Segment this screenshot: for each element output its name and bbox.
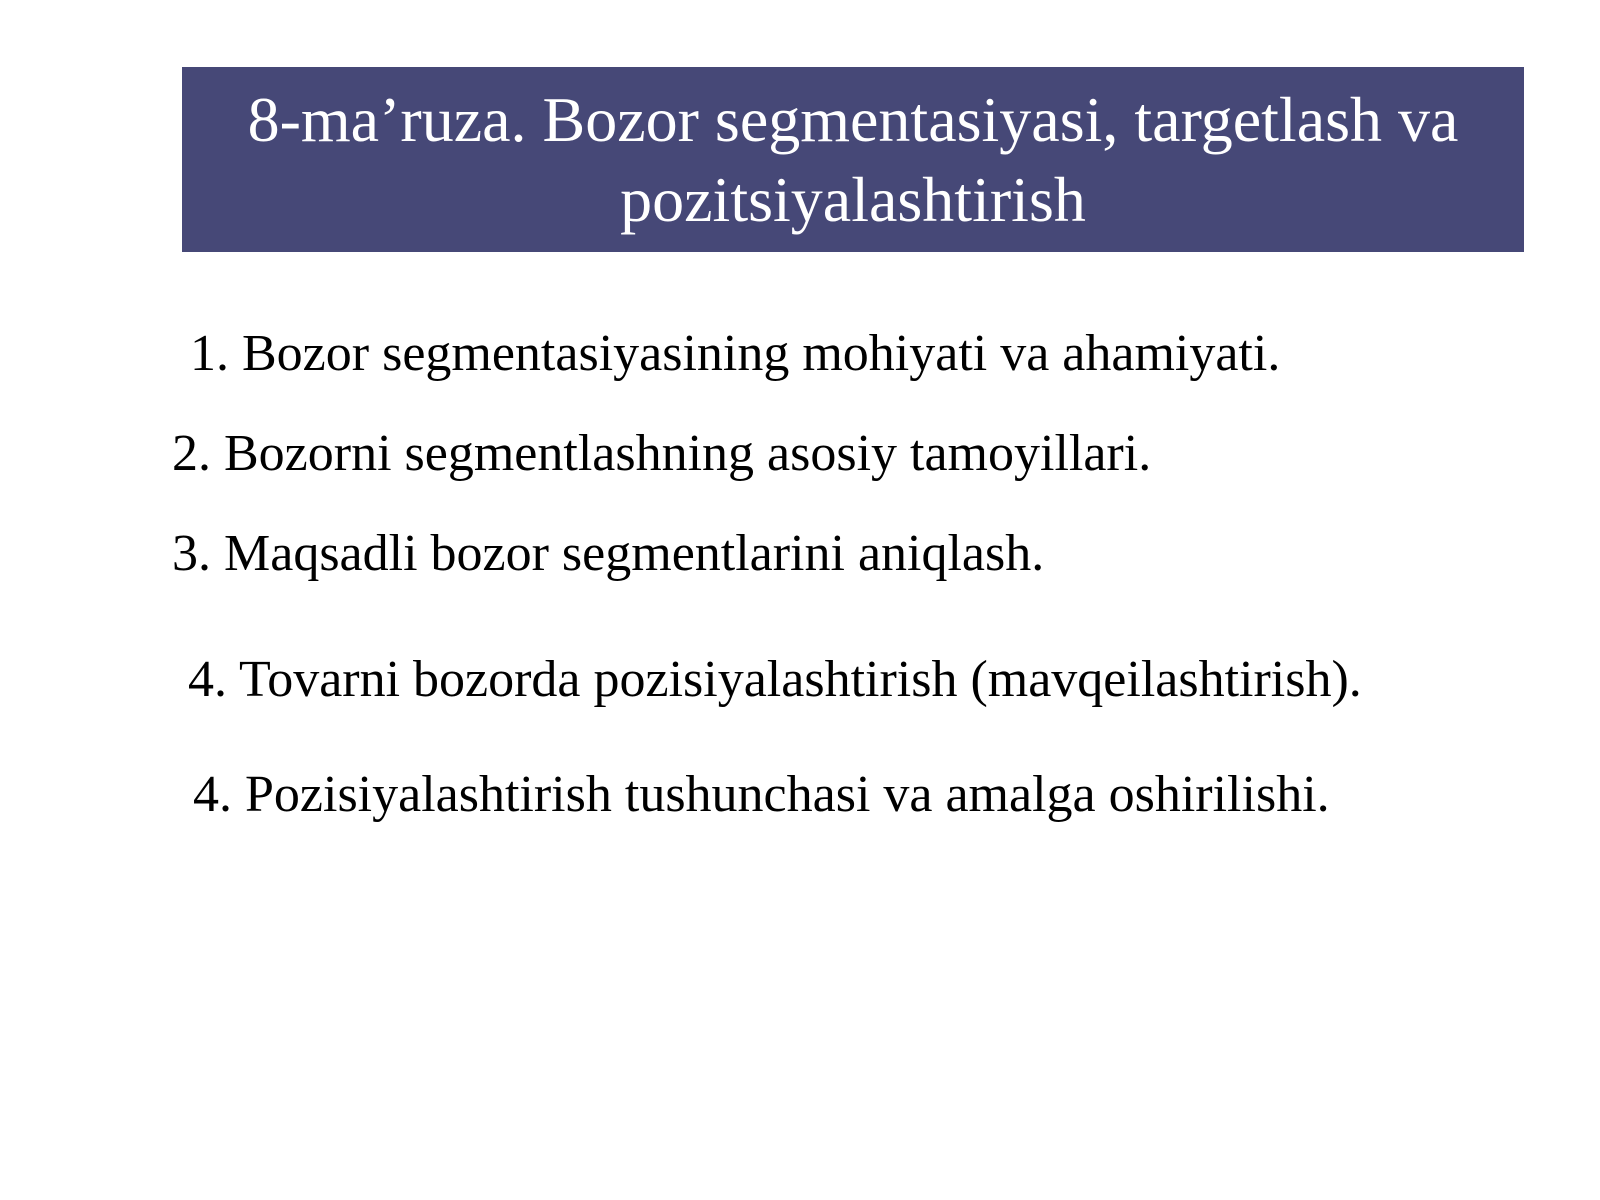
list-item: 4. Tovarni bozorda pozisiyalashtirish (mavqeilashtirish). [188,651,1362,708]
list-item: 4. Pozisiyalashtirish tushunchasi va amalga oshirilishi. [193,766,1330,823]
list-item: 2. Bozorni segmentlashning asosiy tamoyillari. [172,425,1152,482]
slide-title: 8-ma’ruza. Bozor segmentasiyasi, targetlash va pozitsiyalashtirish [247,83,1459,235]
title-banner [182,67,1524,252]
list-item: 1. Bozor segmentasiyasining mohiyati va ahamiyati. [190,325,1281,382]
list-item: 3. Maqsadli bozor segmentlarini aniqlash. [172,525,1045,582]
